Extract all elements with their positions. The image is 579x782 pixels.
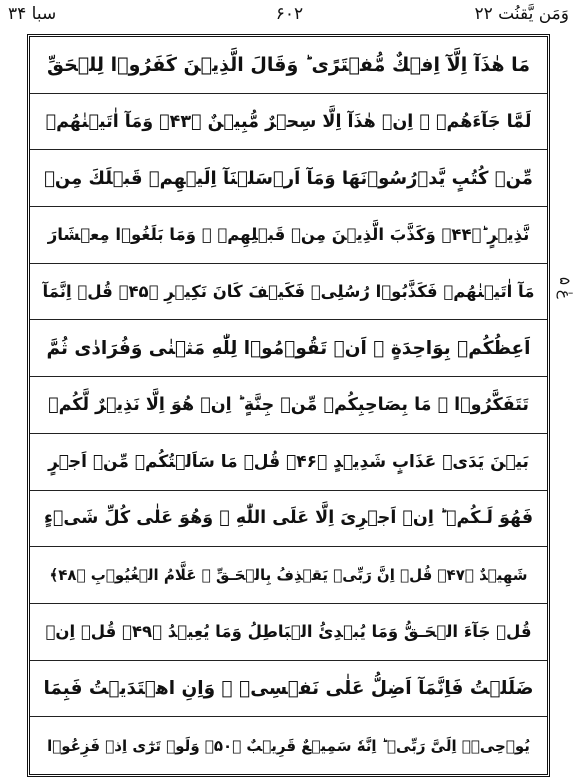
verse-line-text: مَآ اٰتَيۡنٰهُمۡ فَكَذَّبُوۡا رُسُلِىۡ فَكَيۡفَ كَانَ نَكِيۡرِ ﴿۴۵﴾ قُلۡ اِنَّمَآ (42, 282, 535, 302)
juz-title: وَمَن یَّقنُت ۲۲ (474, 4, 569, 24)
text-frame (27, 34, 550, 777)
verse-line-text: قُلۡ جَآءَ الۡحَـقُّ وَمَا يُبۡدِئُ الۡبَاطِلُ وَمَا يُعِيۡدُ ﴿۴۹﴾ قُلۡ اِنۡ (45, 622, 532, 642)
surah-name: سبا ۳۴ (8, 4, 57, 24)
verse-line-text: اَعِظُكُمۡ بِوَاحِدَةٍ ۚ اَنۡ تَقُوۡمُوۡا لِلّٰهِ مَثۡنٰى وَفُرَادٰى ثُمَّ (46, 337, 531, 359)
verse-line-text: ضَلَلۡتُ فَاِنَّمَآ اَضِلُّ عَلٰى نَفۡسِىۡ ۚ وَاِنِ اهۡتَدَيۡتُ فَبِمَا (43, 677, 534, 699)
verse-line-text: شَهِيۡدٌ ﴿۴۷﴾ قُلۡ اِنَّ رَبِّىۡ يَقۡذِفُ بِالۡحَـقِّ ۚ عَلَّامُ الۡغُيُوۡبِ ﴿۴۸﴾ (49, 566, 528, 585)
verse-line (30, 491, 547, 548)
verse-line-text: لَمَّا جَآءَهُمۡ ۙ اِنۡ هٰذَآ اِلَّا سِحۡرٌ مُّبِيۡنٌ ﴿۴۳﴾ وَمَآ اٰتَيۡنٰهُمۡ (45, 111, 532, 132)
verse-line (30, 434, 547, 491)
verse-line (30, 547, 547, 604)
verse-line-text: نَّذِيۡرٍ ؕ﴿۴۴﴾ وَكَذَّبَ الَّذِيۡنَ مِنۡ قَبۡلِهِمۡ ۙ وَمَا بَلَغُوۡا مِعۡشَارَ (47, 225, 530, 245)
verse-line (30, 37, 547, 94)
verse-line (30, 94, 547, 151)
verse-line (30, 264, 547, 321)
verse-line (30, 604, 547, 661)
verse-line-text: بَيۡنَ يَدَىۡ عَذَابٍ شَدِيۡدٍ ﴿۴۶﴾ قُلۡ مَا سَاَلۡتُكُمۡ مِّنۡ اَجۡرٍ (48, 451, 529, 472)
verse-line-text: مِّنۡ كُتُبٍ يَّدۡرُسُوۡنَهَا وَمَآ اَرۡسَلۡنَآ اِلَيۡهِمۡ قَبۡلَكَ مِنۡ (44, 167, 533, 189)
verse-line-text: مَا هٰذَآ اِلَّآ اِفۡكٌ مُّفۡتَرًى ؕ وَقَالَ الَّذِيۡنَ كَفَرُوۡا لِلۡحَقِّ (46, 53, 531, 76)
verse-line-text: تَتَفَكَّرُوۡا ۚ مَا بِصَاحِبِكُمۡ مِّنۡ جِنَّةٍ ؕ اِنۡ هُوَ اِلَّا نَذِيۡرٌ لَّكُمۡ (48, 394, 529, 415)
page-number: ۶۰۲ (275, 4, 304, 24)
verse-line (30, 377, 547, 434)
verse-line (30, 207, 547, 264)
ruku-marker: عٰ ۵ (556, 277, 574, 299)
verse-line (30, 717, 547, 774)
verse-line (30, 661, 547, 718)
page-header (0, 0, 579, 34)
verse-line-text: يُوۡحِىۡۤ اِلَىَّ رَبِّىۡ ؕ اِنَّهٗ سَمِيۡعٌ قَرِيۡبٌ ﴿۵۰﴾ وَلَوۡ تَرٰٓى اِذۡ فَزِعُوۡا (47, 736, 530, 755)
verse-line (30, 150, 547, 207)
verse-line-text: فَهُوَ لَـكُمۡ ؕ اِنۡ اَجۡرِىَ اِلَّا عَلَى اللّٰهِ ۚ وَهُوَ عَلٰى كُلِّ شَىۡءٍ (43, 508, 534, 529)
verse-line (30, 320, 547, 377)
